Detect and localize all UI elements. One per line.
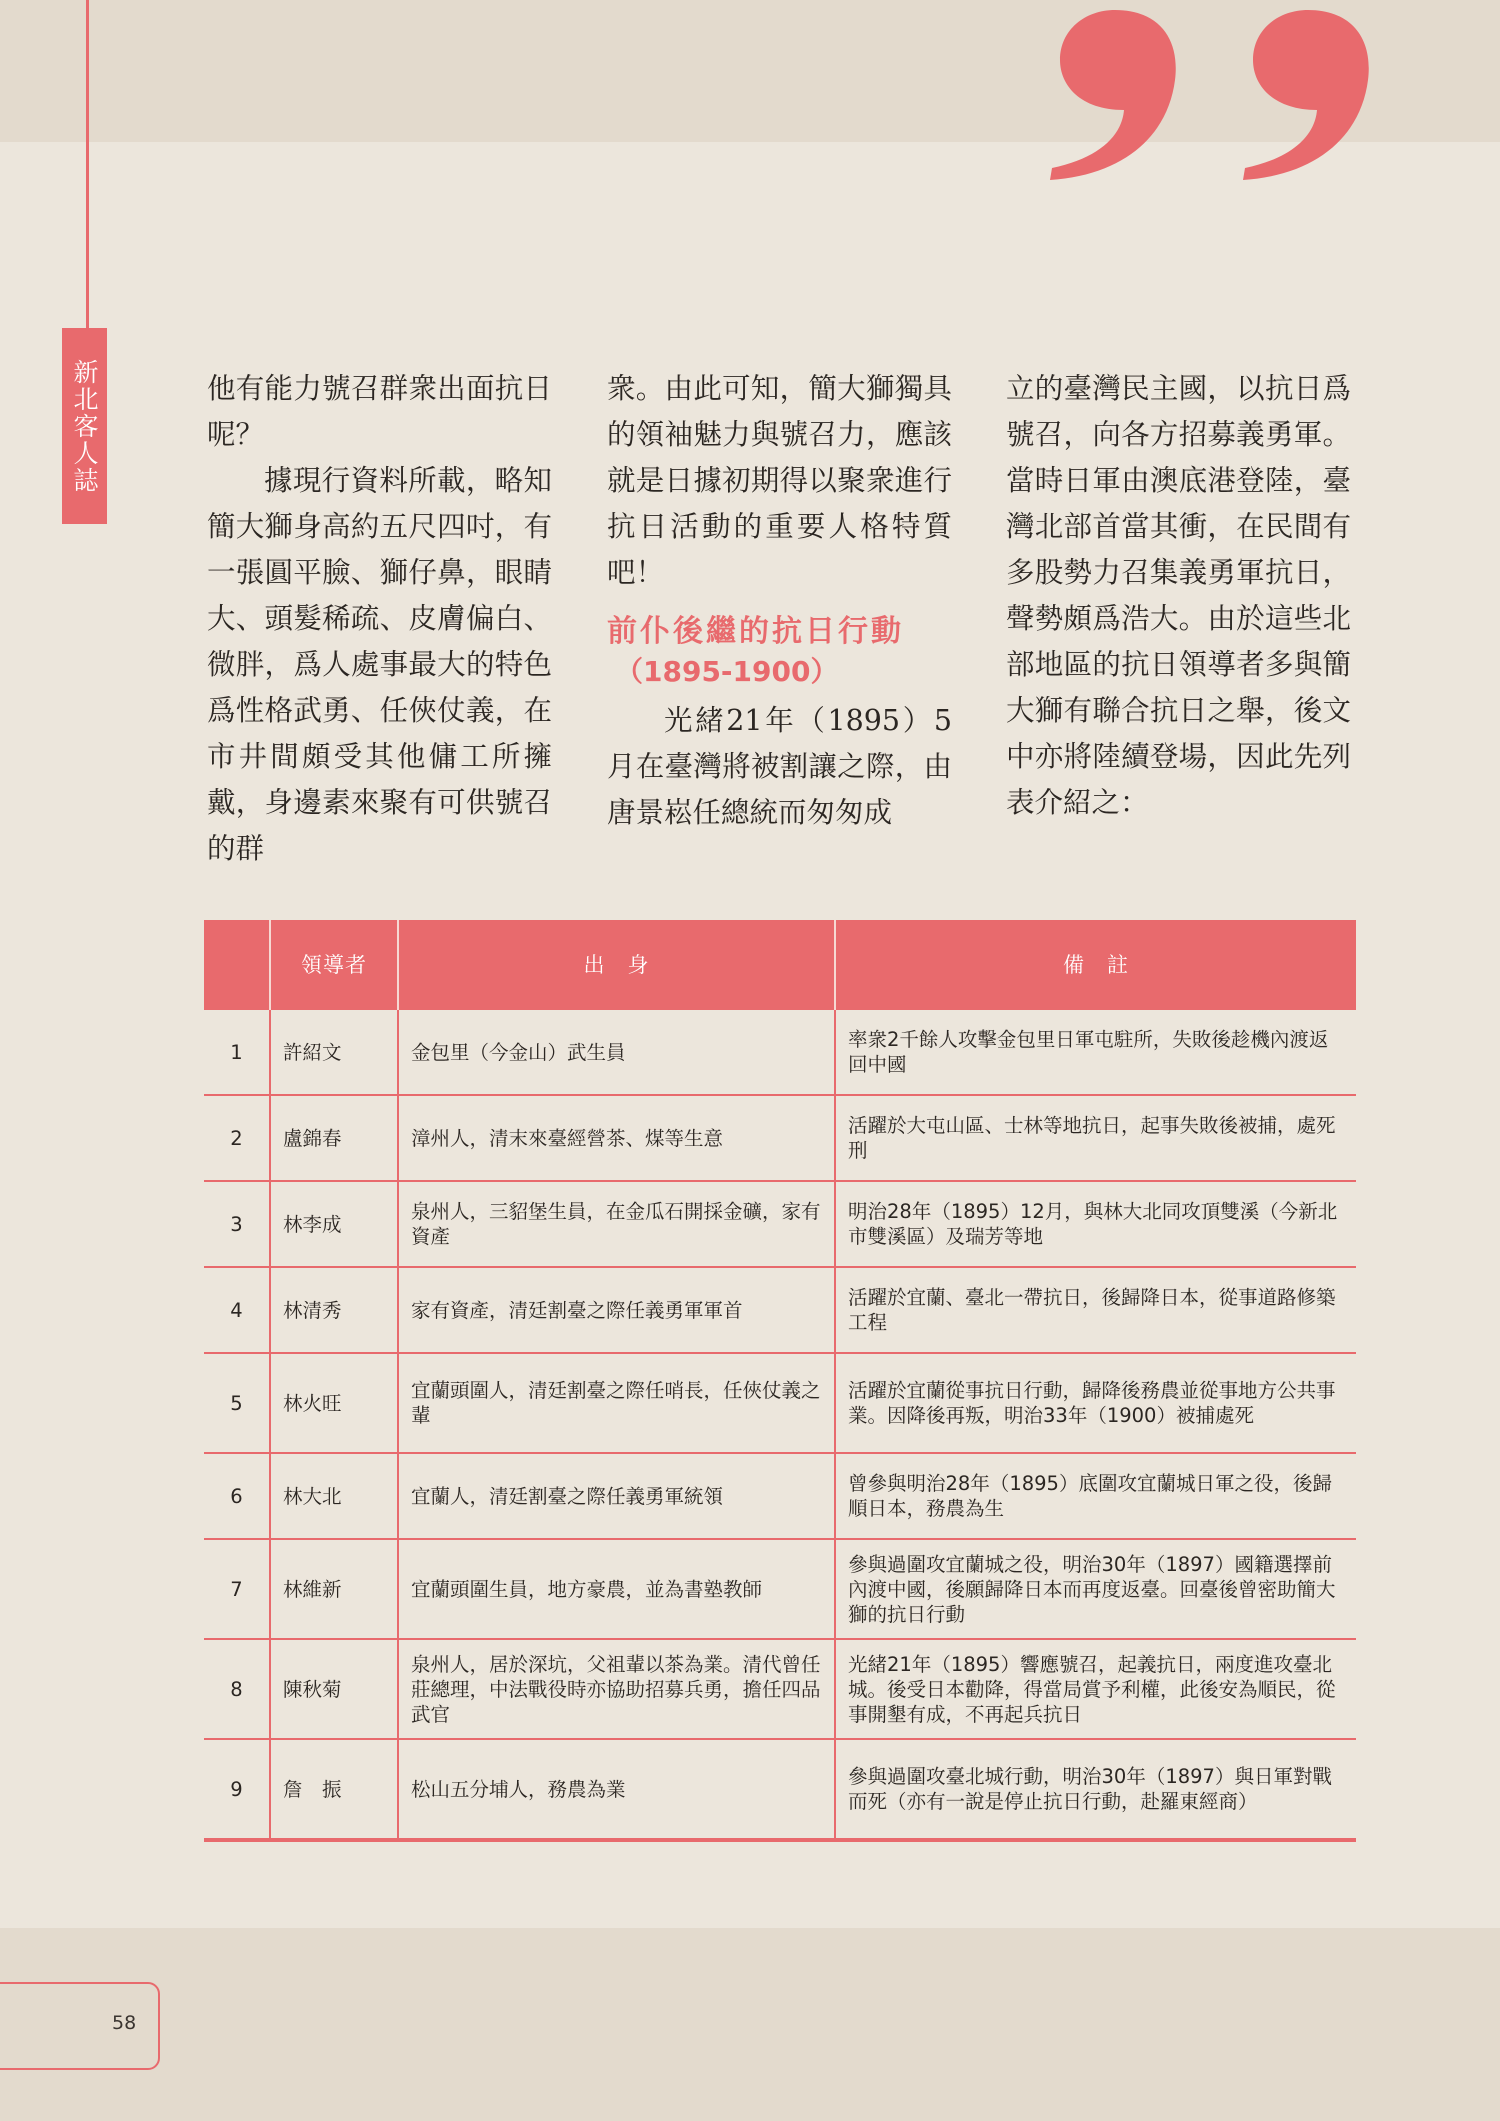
- table-row: [204, 1539, 1356, 1639]
- section-heading-title: 前仆後繼的抗日行動: [607, 614, 904, 649]
- leader-notes: 參與過圍攻臺北城行動，明治30年（1897）與日軍對戰而死（亦有一說是停止抗日行動，赴羅東經商）: [835, 1739, 1356, 1840]
- section-heading-years: （1895-1900）: [615, 655, 839, 688]
- leader-notes: 曾參與明治28年（1895）底圍攻宜蘭城日軍之役，後歸順日本，務農為生: [835, 1453, 1356, 1539]
- leader-notes: 率衆2千餘人攻擊金包里日軍屯駐所，失敗後趁機內渡返回中國: [835, 1010, 1356, 1095]
- leader-origin: 宜蘭人，清廷割臺之際任義勇軍統領: [398, 1453, 835, 1539]
- leader-origin: 泉州人，三貂堡生員，在金瓜石開採金礦，家有資產: [398, 1181, 835, 1267]
- table-header-row: [204, 920, 1356, 1010]
- magazine-title-tab: 新北客人誌: [62, 328, 107, 524]
- row-index: 6: [204, 1453, 270, 1539]
- bottom-band: [0, 1928, 1500, 2121]
- paragraph: 立的臺灣民主國，以抗日爲號召，向各方招募義勇軍。當時日軍由澳底港登陸，臺灣北部首當其衝，在民間有多股勢力召集義勇軍抗日，聲勢頗爲浩大。由於這些北部地區的抗日領導者多與簡大獅有聯合抗日之舉，後文中亦將陸續登場，因此先列表介紹之：: [1006, 372, 1351, 819]
- leader-notes: 參與過圍攻宜蘭城之役，明治30年（1897）國籍選擇前內渡中國，後願歸降日本而再度返臺。回臺後曾密助簡大獅的抗日行動: [835, 1539, 1356, 1639]
- leader-name: 詹 振: [270, 1739, 398, 1840]
- quote-mark-icon: [1243, 10, 1373, 190]
- table-row: [204, 1010, 1356, 1095]
- leader-origin: 宜蘭頭圍生員，地方豪農，並為書塾教師: [398, 1539, 835, 1639]
- leader-origin: 宜蘭頭圍人，清廷割臺之際任哨長，任俠仗義之輩: [398, 1353, 835, 1453]
- leaders-table: [204, 920, 1356, 1842]
- paragraph: 衆。由此可知，簡大獅獨具的領袖魅力與號召力，應該就是日據初期得以聚衆進行抗日活動的重要人格特質吧！: [607, 372, 952, 589]
- leader-notes: 活躍於宜蘭、臺北一帶抗日，後歸降日本，從事道路修築工程: [835, 1267, 1356, 1353]
- leader-origin: 泉州人，居於深坑，父祖輩以茶為業。清代曾任莊總理，中法戰役時亦協助招募兵勇，擔任四品武官: [398, 1639, 835, 1739]
- row-index: 3: [204, 1181, 270, 1267]
- text-column-2: [607, 366, 952, 836]
- leader-name: 林清秀: [270, 1267, 398, 1353]
- leader-notes: 活躍於宜蘭從事抗日行動，歸降後務農並從事地方公共事業。因降後再叛，明治33年（1900）被捕處死: [835, 1353, 1356, 1453]
- paragraph: 他有能力號召群衆出面抗日呢？: [207, 372, 552, 451]
- row-index: 5: [204, 1353, 270, 1453]
- table-row: [204, 1095, 1356, 1181]
- table-row: [204, 1739, 1356, 1840]
- paragraph: 光緒21年（1895）5月在臺灣將被割讓之際，由唐景崧任總統而匆匆成: [607, 704, 952, 829]
- leader-origin: 漳州人，清末來臺經營茶、煤等生意: [398, 1095, 835, 1181]
- leader-name: 許紹文: [270, 1010, 398, 1095]
- header-leader: 領導者: [270, 920, 398, 1010]
- row-index: 7: [204, 1539, 270, 1639]
- leader-name: 林李成: [270, 1181, 398, 1267]
- leader-notes: 活躍於大屯山區、士林等地抗日，起事失敗後被捕，處死刑: [835, 1095, 1356, 1181]
- header-origin: 出 身: [398, 920, 835, 1010]
- header-index: [204, 920, 270, 1010]
- leader-name: 盧錦春: [270, 1095, 398, 1181]
- row-index: 8: [204, 1639, 270, 1739]
- leader-origin: 松山五分埔人，務農為業: [398, 1739, 835, 1840]
- section-heading: [607, 612, 952, 692]
- leader-notes: 明治28年（1895）12月，與林大北同攻頂雙溪（今新北市雙溪區）及瑞芳等地: [835, 1181, 1356, 1267]
- leader-origin: 金包里（今金山）武生員: [398, 1010, 835, 1095]
- leader-name: 林維新: [270, 1539, 398, 1639]
- leader-origin: 家有資產，清廷割臺之際任義勇軍軍首: [398, 1267, 835, 1353]
- table-row: [204, 1181, 1356, 1267]
- leader-notes: 光緒21年（1895）響應號召，起義抗日，兩度進攻臺北城。後受日本勸降，得當局賞予利權，此後安為順民，從事開墾有成，不再起兵抗日: [835, 1639, 1356, 1739]
- table-row: [204, 1639, 1356, 1739]
- leader-name: 陳秋菊: [270, 1639, 398, 1739]
- leader-name: 林火旺: [270, 1353, 398, 1453]
- leader-name: 林大北: [270, 1453, 398, 1539]
- row-index: 2: [204, 1095, 270, 1181]
- row-index: 9: [204, 1739, 270, 1840]
- row-index: 4: [204, 1267, 270, 1353]
- paragraph: 據現行資料所載，略知簡大獅身高約五尺四吋，有一張圓平臉、獅仔鼻，眼睛大、頭髮稀疏、皮膚偏白、微胖，爲人處事最大的特色爲性格武勇、任俠仗義，在市井間頗受其他傭工所擁戴，身邊素來聚有可供號召的群: [207, 464, 552, 865]
- text-column-3: [1006, 366, 1351, 826]
- table-row: [204, 1353, 1356, 1453]
- side-rule: [86, 0, 89, 330]
- table-row: [204, 1267, 1356, 1353]
- text-column-1: [207, 366, 552, 872]
- row-index: 1: [204, 1010, 270, 1095]
- header-notes: 備 註: [835, 920, 1356, 1010]
- page-number: 58: [112, 2012, 137, 2034]
- table-row: [204, 1453, 1356, 1539]
- quote-mark-icon: [1050, 10, 1180, 190]
